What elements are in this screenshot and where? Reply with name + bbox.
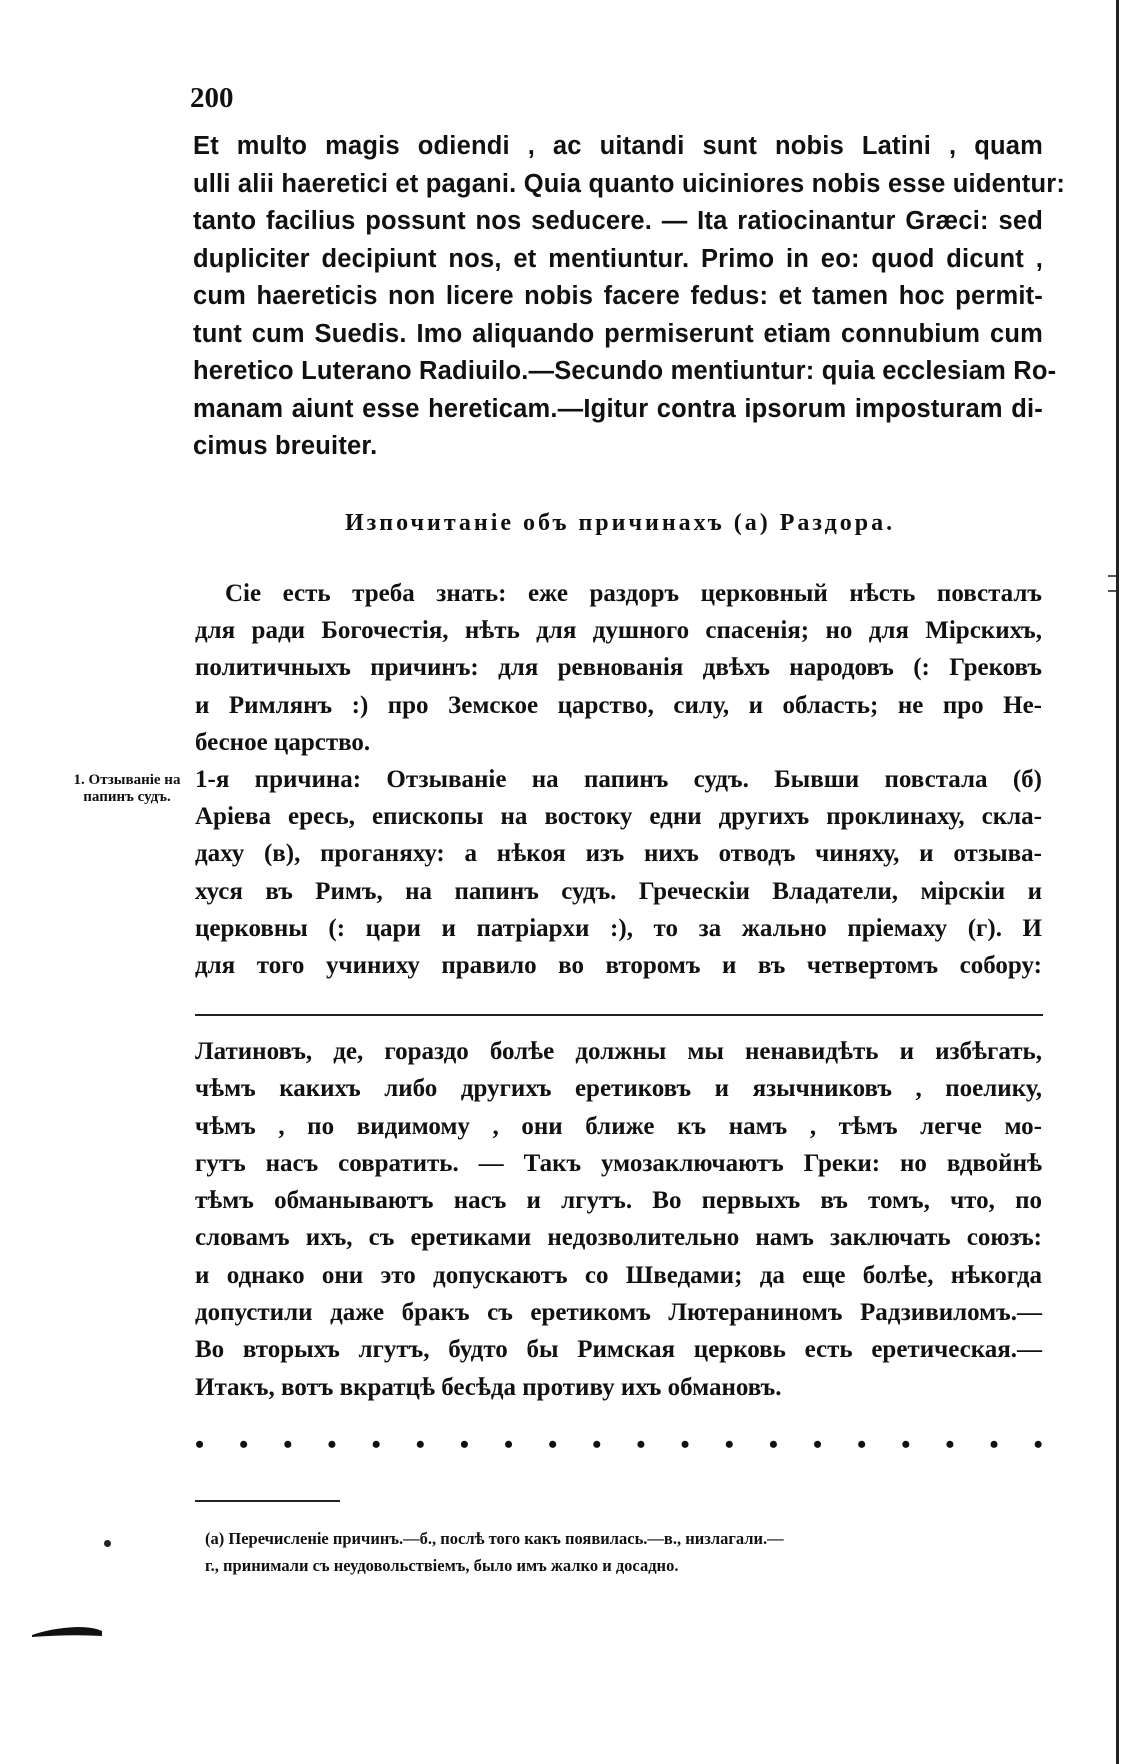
text-line: tanto facilius possunt nos seducere. — Ita ratiocinantur Græci: sed xyxy=(193,207,1043,235)
section-heading: Изпочитаніе объ причинахъ (а) Раздора. xyxy=(344,510,896,536)
text-line: тѣмъ обманываютъ насъ и лгутъ. Во первыхъ въ томъ, что, по xyxy=(195,1187,1042,1215)
text-line: для того учиниху правило во второмъ и въ четвертомъ собору: xyxy=(195,952,1042,980)
margin-note: 1. Отзываніе на папинъ судъ. xyxy=(73,772,181,805)
ellipsis-dot: • xyxy=(724,1430,734,1459)
text-line: Во вторыхъ лгутъ, будто бы Римская церковь есть еретическая.— xyxy=(195,1336,1042,1364)
text-line: Et multo magis odiendi , ac uitandi sunt nobis Latini , quam xyxy=(193,132,1043,160)
text-line: бесное царство. xyxy=(195,728,371,756)
ellipsis-dot: • xyxy=(239,1430,249,1459)
text-line: ulli alii haeretici et pagani. Quia quanto uiciniores nobis esse uidentur: xyxy=(193,169,1066,198)
ellipsis-dot: • xyxy=(989,1430,999,1459)
text-line: Итакъ, вотъ вкратцѣ бесѣда противу ихъ обмановъ. xyxy=(195,1373,782,1401)
ellipsis-dot: • xyxy=(503,1430,514,1459)
ellipsis-dot: • xyxy=(768,1430,778,1459)
footnote xyxy=(205,1525,1043,1579)
text-line: Сіе есть треба знать: еже раздоръ церковный нѣсть повсталъ xyxy=(225,580,1042,607)
text-line: и однако они это допускаютъ со Шведами; да еще болѣе, нѣкогда xyxy=(195,1261,1042,1289)
ellipsis-dot: • xyxy=(592,1430,602,1459)
text-line: и Римлянъ :) про Земское царство, силу, и область; не про Не- xyxy=(195,691,1042,719)
ellipsis-dot: • xyxy=(195,1430,205,1459)
edge-tick xyxy=(1108,590,1116,592)
ellipsis-dot: • xyxy=(680,1430,690,1459)
edge-tick xyxy=(1108,575,1116,577)
text-line: чѣмъ , по видимому , они ближе къ намъ , тѣмъ легче мо- xyxy=(195,1112,1042,1140)
latin-paragraph xyxy=(193,128,1066,466)
ink-smudge xyxy=(32,1626,102,1638)
text-line: Латиновъ, де, гораздо болѣе должны мы ненавидѣть и избѣгать, xyxy=(195,1038,1042,1065)
text-line: гутъ насъ совратить. — Такъ умозаключаютъ Греки: но вдвойнѣ xyxy=(195,1149,1042,1177)
text-line: heretico Luterano Radiuilo.—Secundo mentiuntur: quia ecclesiam Ro- xyxy=(193,357,1057,385)
footnote-line: г., принимали съ неудовольствіемъ, было имъ жалко и досадно. xyxy=(205,1556,679,1575)
ellipsis-dot: • xyxy=(327,1430,337,1459)
text-line: cimus breuiter. xyxy=(193,432,378,460)
text-line: tunt cum Suedis. Imo aliquando permiserunt etiam connubium cum xyxy=(193,319,1043,348)
ellipsis-dot: • xyxy=(945,1430,955,1459)
ellipsis-dot: • xyxy=(636,1430,646,1459)
ellipsis-dot: • xyxy=(283,1430,293,1459)
page-number: 200 xyxy=(190,82,234,114)
text-line: хуся въ Римъ, на папинъ судъ. Греческіи Владатели, мірскіи и xyxy=(195,877,1042,905)
text-line: политичныхъ причинъ: для ревнованія двѣхъ народовъ (: Грековъ xyxy=(195,654,1042,682)
text-line: dupliciter decipiunt nos, et mentiuntur. Primo in eo: quod dicunt , xyxy=(193,244,1043,273)
text-line: чѣмъ какихъ либо другихъ еретиковъ и язычниковъ , поелику, xyxy=(195,1075,1042,1103)
ellipsis-dot: • xyxy=(459,1430,469,1459)
text-line: словамъ ихъ, съ еретиками недозволительно намъ заключать союзъ: xyxy=(195,1224,1042,1252)
ellipsis-dot: • xyxy=(415,1430,425,1459)
page-edge xyxy=(1116,0,1119,1764)
footnote-line: (а) Перечисленіе причинъ.—б., послѣ того какъ появилась.—в., низлагали.— xyxy=(205,1529,784,1548)
ellipsis-dot: • xyxy=(1033,1430,1043,1459)
text-line: церковны (: цари и патріархи :), то за жально пріемаху (г). И xyxy=(195,914,1042,942)
ellipsis-dot: • xyxy=(812,1430,823,1459)
text-line: cum haereticis non licere nobis facere fedus: et tamen hoc permit- xyxy=(193,282,1043,310)
ellipsis-dot: • xyxy=(857,1430,867,1459)
text-line: 1-я причина: Отзываніе на папинъ судъ. Бывши повстала (б) xyxy=(195,766,1042,794)
text-line: Аріева ересь, епископы на востоку едни другихъ проклинаху, скла- xyxy=(195,803,1042,831)
ellipsis-row xyxy=(195,1430,1043,1460)
text-line: даху (в), проганяху: а нѣкоя изъ нихъ отводъ чиняху, и отзыва- xyxy=(195,840,1042,868)
slavonic-paragraph xyxy=(195,575,1042,984)
section-divider xyxy=(195,1014,1043,1016)
text-line: для ради Богочестія, нѣть для душного спасенія; но для Мірскихъ, xyxy=(195,617,1042,645)
ellipsis-dot: • xyxy=(901,1430,911,1459)
text-line: manam aiunt esse hereticam.—Igitur contra ipsorum imposturam di- xyxy=(193,394,1043,423)
ellipsis-dot: • xyxy=(548,1430,558,1459)
russian-translation-paragraph xyxy=(195,1033,1042,1406)
text-line: допустили даже бракъ съ еретикомъ Лютераниномъ Радзивиломъ.— xyxy=(195,1299,1042,1327)
ellipsis-dot: • xyxy=(371,1430,381,1459)
ink-spot xyxy=(104,1540,111,1547)
footnote-divider xyxy=(195,1500,340,1502)
